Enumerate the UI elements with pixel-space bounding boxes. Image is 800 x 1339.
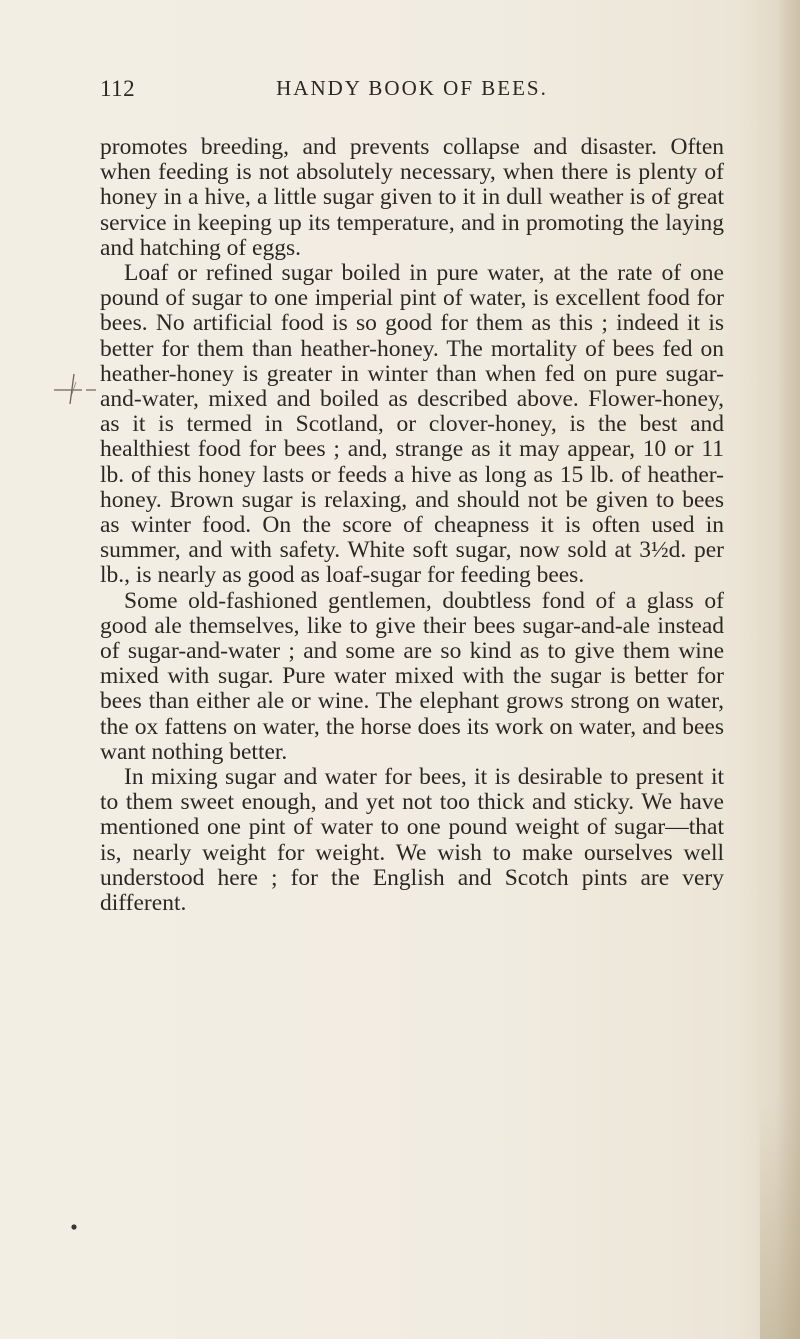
ink-dot-icon [70,1223,78,1231]
paragraph: Some old-fashioned gentlemen, doubtless fond of a glass of good ale themselves, like to give their bees sugar-and-ale instead of sugar-and-water ; and some are so kind as to give them wine mixed with sugar. Pure water mixed with the sugar is better for bees than either ale or wine. The elephant grows strong on water, the ox fattens on water, the horse does its work on water, and bees want nothing better. [100,587,724,765]
running-head: HANDY BOOK OF BEES. [276,76,548,100]
paragraph: promotes breeding, and prevents collapse and disaster. Often when feeding is not absolutely necessary, when there is plenty of honey in a hive, a little sugar given to it in dull weather is of great service in keeping up its temperature, and in promoting the laying and hatching of eggs. [100,134,724,261]
page-header [100,76,724,106]
pencil-tick-mark-icon [52,370,102,406]
body-text [100,135,724,916]
page-number: 112 [100,76,136,101]
page-stain [760,1099,800,1339]
paragraph: Loaf or refined sugar boiled in pure water, at the rate of one pound of sugar to one imperial pint of water, is excellent food for bees. No artificial food is so good for them as this ; indeed it is better for them than heather-honey. The mortality of bees fed on heather-honey is greater in winter than when fed on pure sugar-and-water, mixed and boiled as described above. Flower-honey, as it is termed in Scotland, or clover-honey, is the best and healthiest food for bees ; and, strange as it may appear, 10 or 11 lb. of this honey lasts or feeds a hive as long as 15 lb. of heather-honey. Brown sugar is relaxing, and should not be given to bees as winter food. On the score of cheapness it is often used in summer, and with safety. White soft sugar, now sold at 3½d. per lb., is nearly as good as loaf-sugar for feeding bees. [100,260,724,589]
paragraph: In mixing sugar and water for bees, it is desirable to present it to them sweet enough, and yet not too thick and sticky. We have mentioned one pint of water to one pound weight of sugar—that is, nearly weight for weight. We wish to make ourselves well understood here ; for the English and Scotch pints are very different. [100,764,724,917]
